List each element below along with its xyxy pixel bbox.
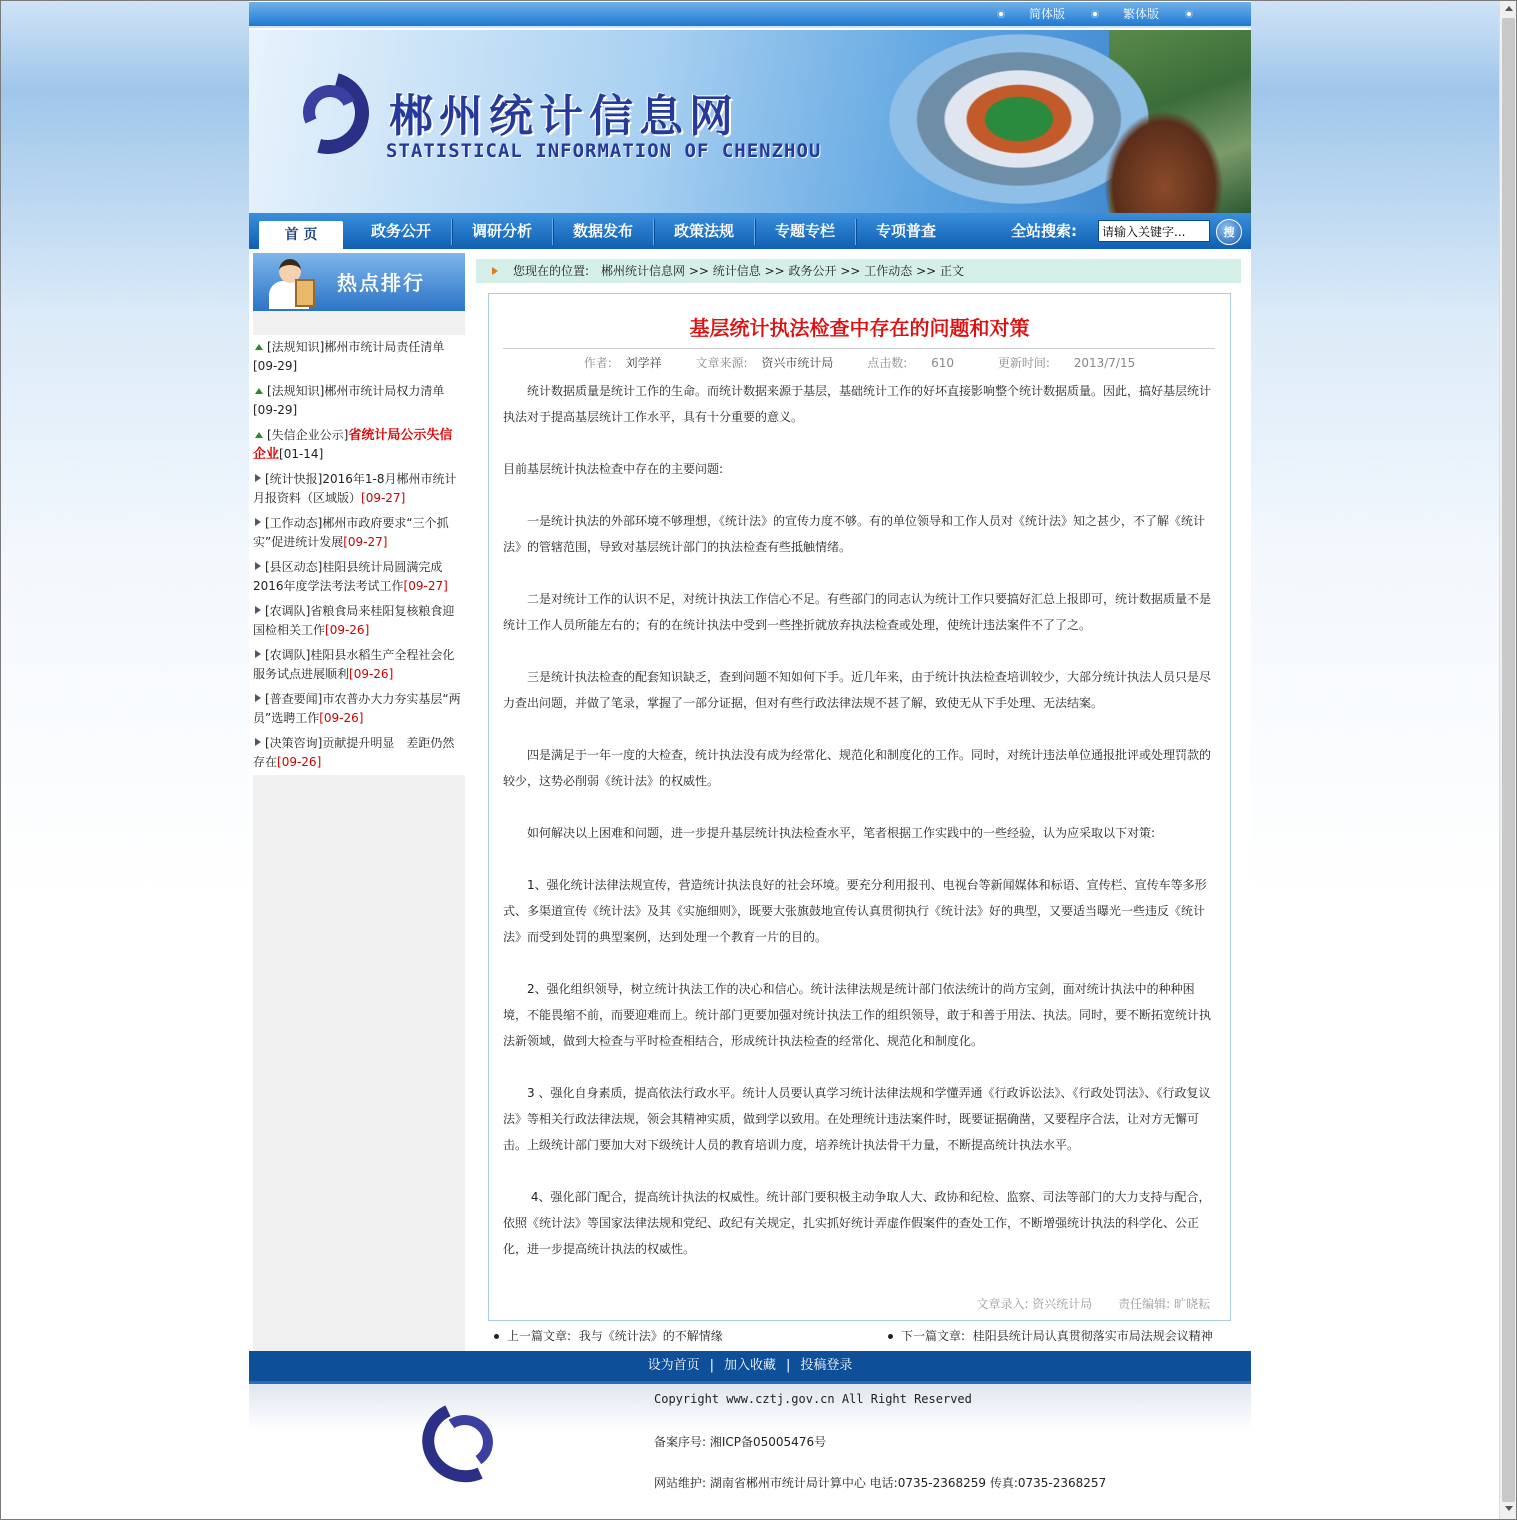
nav-item-policy[interactable]: 政策法规 xyxy=(673,222,734,240)
right-triangle-icon xyxy=(255,562,261,570)
paragraph: 二是对统计工作的认识不足，对统计执法工作信心不足。有些部门的同志认为统计工作只要搞好汇总上报即可，统计数据质量不是统计工作人员所能左右的；有的在统计执法中受到一些挫折就放弃执法检查或处理，使统计违法案件不了了之。 xyxy=(503,592,1212,632)
submit-login-link[interactable]: 投稿登录 xyxy=(800,1358,853,1373)
article-meta xyxy=(489,354,1230,371)
green-up-triangle-icon xyxy=(255,344,263,350)
footer xyxy=(249,1384,1251,1502)
paragraph: 2、强化组织领导，树立统计执法工作的决心和信心。统计法律法规是统计部门依法统计的尚方宝剑，面对统计执法中的种种困境，不能畏缩不前，而要迎难而上。统计部门更要加强对统计执法工作的组织领导，敢于和善于用法、执法。同时，要不断拓宽统计执法新领域，做到大检查与平时检查相结合，形成统计执法检查的经常化、规范化和制度化。 xyxy=(503,982,1212,1048)
nav-item-topics[interactable]: 专题专栏 xyxy=(774,222,835,240)
copyright: Copyright www.cztj.gov.cn All Right Reserved xyxy=(654,1392,972,1406)
right-triangle-icon xyxy=(255,606,261,614)
next-label: 下一篇文章: xyxy=(901,1329,966,1343)
list-item[interactable] xyxy=(253,555,465,599)
article-body xyxy=(503,378,1215,1262)
hot-list xyxy=(253,335,465,775)
list-item-title[interactable]: [工作动态]郴州市政府要求“三个抓实”促进统计发展 xyxy=(253,516,449,549)
bullet-icon xyxy=(1091,10,1099,18)
list-item-category[interactable]: [失信企业公示] xyxy=(267,428,349,442)
nav-item-research[interactable]: 调研分析 xyxy=(471,222,532,240)
traditional-link[interactable]: 繁体版 xyxy=(1123,7,1160,21)
green-up-triangle-icon xyxy=(255,432,263,438)
list-item-date: [09-27] xyxy=(361,491,406,505)
author: 刘学祥 xyxy=(625,356,662,370)
prev-article xyxy=(494,1327,723,1344)
search-button[interactable]: 搜 xyxy=(1216,219,1242,245)
scroll-down-icon[interactable] xyxy=(1505,1506,1513,1511)
entered-by: 文章录入: 资兴统计局 xyxy=(976,1297,1093,1311)
main-nav xyxy=(249,213,1251,249)
list-item[interactable] xyxy=(253,687,465,731)
right-triangle-icon xyxy=(255,738,261,746)
hot-ranking-header xyxy=(253,253,465,311)
list-item-date: [09-29] xyxy=(253,403,298,417)
list-item-date: [09-26] xyxy=(319,711,364,725)
paragraph: 3 、强化自身素质，提高依法行政水平。统计人员要认真学习统计法律法规和学懂弄通《行政诉讼法》、《行政处罚法》、《行政复议法》等相关行政法律法规，领会其精神实质，做到学以致用。在处理统计违法案件时，既要证据确凿，又要程序合法，让对方无懈可击。上级统计部门要加大对下级统计人员的教育培训力度，培养统计执法骨干力量，不断提高统计执法水平。 xyxy=(503,1086,1211,1152)
divider xyxy=(503,348,1215,349)
prev-label: 上一篇文章: xyxy=(507,1329,572,1343)
next-article xyxy=(888,1327,1213,1344)
list-item-title[interactable]: [统计快报]2016年1-8月郴州市统计月报资料（区域版） xyxy=(253,472,457,505)
list-item-title[interactable]: 省统计局公示失信企业 xyxy=(253,428,453,462)
banner xyxy=(249,30,1251,213)
editor: 责任编辑: 旷晓耘 xyxy=(1118,1297,1210,1311)
maintainer: 网站维护: 湖南省郴州市统计局计算中心 电话:0735-2368259 传真:0735-2368257 xyxy=(654,1476,1107,1490)
scroll-thumb[interactable] xyxy=(1502,18,1515,1502)
simplified-link[interactable]: 简体版 xyxy=(1029,7,1066,21)
bullet-icon xyxy=(494,1334,499,1339)
list-item-date: [09-26] xyxy=(349,667,394,681)
article-credits xyxy=(954,1295,1210,1312)
right-triangle-icon xyxy=(255,474,261,482)
list-item-title[interactable]: [农调队]省粮食局来桂阳复核粮食迎国检相关工作 xyxy=(253,604,455,637)
list-item-date: [01-14] xyxy=(279,447,324,461)
green-up-triangle-icon xyxy=(255,388,263,394)
list-item-title[interactable]: [法规知识]郴州市统计局责任清单 xyxy=(267,340,445,354)
list-item[interactable] xyxy=(253,335,465,379)
nav-item-home[interactable]: 首 页 xyxy=(259,221,343,249)
hits-label: 点击数: xyxy=(867,356,908,370)
bullet-icon xyxy=(1185,10,1193,18)
icp-number: 备案序号: 湘ICP备05005476号 xyxy=(654,1435,827,1449)
list-item-title[interactable]: [农调队]桂阳县水稻生产全程社会化服务试点进展顺利 xyxy=(253,648,455,681)
site-title: 郴州统计信息网 xyxy=(389,91,739,142)
list-item[interactable] xyxy=(253,511,465,555)
list-item-title[interactable]: [县区动态]桂阳县统计局圆满完成2016年度学法考法考试工作 xyxy=(253,560,443,593)
list-item-date: [09-29] xyxy=(253,359,298,373)
source-label: 文章来源: xyxy=(695,356,748,370)
paragraph: 四是满足于一年一度的大检查，统计执法没有成为经常化、规范化和制度化的工作。同时，对统计违法单位通报批评或处理罚款的较少，这势必削弱《统计法》的权威性。 xyxy=(503,748,1212,788)
right-triangle-icon xyxy=(255,518,261,526)
list-item[interactable] xyxy=(253,643,465,687)
list-item[interactable] xyxy=(253,599,465,643)
list-item-title[interactable]: [普查要闻]市农普办大力夯实基层“两员”选聘工作 xyxy=(253,692,461,725)
list-item-date: [09-27] xyxy=(343,535,388,549)
list-item-title[interactable]: [决策咨询]贡献提升明显 差距仍然存在 xyxy=(253,736,455,769)
paragraph: 4、强化部门配合，提高统计执法的权威性。统计部门要积极主动争取人大、政协和纪检、监察、司法等部门的大力支持与配合，依照《统计法》等国家法律法规和党纪、政纪有关规定，扎实抓好统计弄虚作假案件的查处工作，不断增强统计执法的科学化、公正化，进一步提高统计执法的权威性。 xyxy=(503,1190,1211,1256)
right-triangle-icon xyxy=(255,650,261,658)
site-subtitle: STATISTICAL INFORMATION OF CHENZHOU xyxy=(386,140,822,162)
search-label: 全站搜索: xyxy=(1011,222,1077,240)
breadcrumb xyxy=(476,259,1241,283)
arrow-icon xyxy=(492,267,498,275)
list-item-date: [09-26] xyxy=(325,623,370,637)
paragraph: 1、强化统计法律法规宣传，营造统计执法良好的社会环境。要充分利用报刊、电视台等新闻媒体和标语、宣传栏、宣传车等多形式、多渠道宣传《统计法》及其《实施细则》，既要大张旗鼓地宣传认真贯彻执行《统计法》好的典型，又要适当曝光一些违反《统计法》而受到处罚的典型案例，达到处理一个教育一片的目的。 xyxy=(503,878,1207,944)
scroll-up-icon[interactable] xyxy=(1505,6,1513,11)
top-strip xyxy=(249,2,1251,28)
list-item[interactable] xyxy=(253,467,465,511)
breadcrumb-text[interactable]: 您现在的位置: 郴州统计信息网 >> 统计信息 >> 政务公开 >> 工作动态 >> 正文 xyxy=(513,264,964,278)
nav-item-data[interactable]: 数据发布 xyxy=(572,222,633,240)
bullet-icon xyxy=(888,1334,893,1339)
nav-item-government[interactable]: 政务公开 xyxy=(370,222,431,240)
page-container xyxy=(249,0,1251,1502)
bottom-links-bar: 设为首页 | 加入收藏 | 投稿登录 xyxy=(249,1351,1251,1384)
right-triangle-icon xyxy=(255,694,261,702)
search-input[interactable] xyxy=(1098,220,1210,242)
next-article-link[interactable]: 桂阳县统计局认真贯彻落实市局法规会议精神 xyxy=(972,1329,1213,1343)
list-item[interactable] xyxy=(253,379,465,423)
nav-item-census[interactable]: 专项普查 xyxy=(875,222,936,240)
source: 资兴市统计局 xyxy=(761,356,834,370)
list-item-date: [09-27] xyxy=(403,579,448,593)
vertical-scrollbar[interactable] xyxy=(1499,0,1517,1520)
article xyxy=(488,293,1231,1321)
set-homepage-link[interactable]: 设为首页 xyxy=(647,1358,700,1373)
sidebar xyxy=(253,253,465,1351)
paragraph: 目前基层统计执法检查中存在的主要问题: xyxy=(503,462,724,476)
staff-avatar-icon xyxy=(261,257,319,309)
hits: 610 xyxy=(931,356,954,370)
author-label: 作者: xyxy=(583,356,612,370)
statue-image xyxy=(1104,110,1224,213)
paragraph: 三是统计执法检查的配套知识缺乏，查到问题不知如何下手。近几年来，由于统计执法检查培训较少，大部分统计执法人员只是尽力查出问题，并做了笔录，掌握了一部分证据，但对有些行政法律法规不甚了解，致使无从下手处理、无法结案。 xyxy=(503,670,1212,710)
prev-article-link[interactable]: 我与《统计法》的不解情缘 xyxy=(578,1329,723,1343)
list-item[interactable] xyxy=(253,731,465,775)
hot-ranking-title: 热点排行 xyxy=(337,271,425,295)
updated: 2013/7/15 xyxy=(1073,356,1136,370)
paragraph: 如何解决以上困难和问题，进一步提升基层统计执法检查水平，笔者根据工作实践中的一些经验，认为应采取以下对策: xyxy=(503,826,1156,840)
list-item-title[interactable]: [法规知识]郴州市统计局权力清单 xyxy=(267,384,445,398)
add-favorite-link[interactable]: 加入收藏 xyxy=(723,1358,776,1373)
list-item-date: [09-26] xyxy=(277,755,322,769)
updated-label: 更新时间: xyxy=(997,356,1050,370)
paragraph: 一是统计执法的外部环境不够理想，《统计法》的宣传力度不够。有的单位领导和工作人员对《统计法》知之甚少，不了解《统计法》的管辖范围，导致对基层统计部门的执法检查有些抵触情绪。 xyxy=(503,514,1206,554)
bullet-icon xyxy=(997,10,1005,18)
list-item[interactable] xyxy=(253,423,465,467)
article-title: 基层统计执法检查中存在的问题和对策 xyxy=(689,316,1030,340)
paragraph: 统计数据质量是统计工作的生命。而统计数据来源于基层，基础统计工作的好坏直接影响整个统计数据质量。因此，搞好基层统计执法对于提高基层统计工作水平，具有十分重要的意义。 xyxy=(503,384,1212,424)
